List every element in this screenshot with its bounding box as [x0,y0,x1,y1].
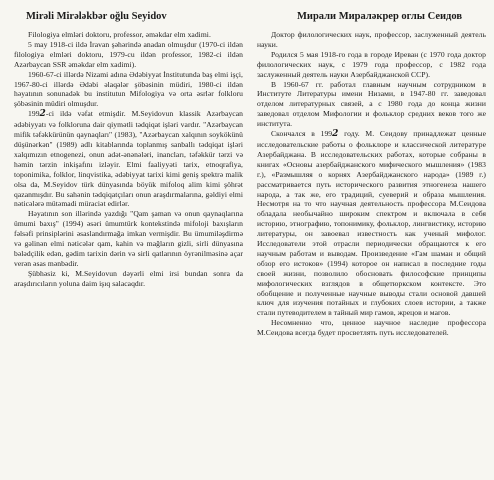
handwritten-year-digit: 2 [332,129,339,140]
handwritten-year-digit: 2 [39,109,46,120]
azerbaijani-paragraph: 5 may 1918-ci ildə İravan şəhərində anadan olmuşdur (1970-ci ildən filologiya elmləri doktoru, 1979-cu ildən professor, 1982-ci ildən Azərbaycan SSR əməkdar elm xadimi). [14,39,243,69]
russian-title: Мирали Мираләкрер оглы Сеидов [297,11,463,22]
azerbaijani-paragraph-death [14,109,243,209]
russian-column [253,6,486,480]
russian-paragraph-death [257,129,486,318]
death-year-prefix: 199 [28,109,40,119]
death-year-prefix: Скончался в 199 [271,129,333,139]
azerbaijani-paragraph: Şübhəsiz ki, M.Seyidovun dəyərli elmi irsi bundan sonra da araşdırıcıların yoluna daim işıq salacaqdır. [14,268,243,288]
azerbaijani-paragraph: 1960-67-ci illərdə Nizami adına Ədəbiyyat İnstitutunda baş elmi işçi, 1967-80-ci illərdə Ədəbi əlaqələr şöbəsinin müdiri, 1980-ci ildən həyatının sonunadək bu institutun Mifologiya və orta əsrlər folkloru şöbəsinin müdiri olmuşdur. [14,69,243,109]
russian-paragraph: В 1960-67 гг. работал главным научным сотрудником в Институте Литературы имени Низами, в 1947-80 гг. заведовал отделом литературных связей, а с 1980 года до конца жизни заведовал отделом Мифологии и фольклор средних веков того же института. [257,79,486,129]
azerbaijani-column [8,6,243,480]
russian-paragraph: Несомненно что, ценное научное наследие профессора М.Сеидова всегда будет просветлять путь исследователей. [257,318,486,338]
azerbaijani-title: Mirəli Mirələkbər oğlu Seyidov [26,11,167,22]
azerbaijani-paragraph: Filologiya elmləri doktoru, professor, əməkdar elm xadimi. [28,30,211,39]
death-paragraph-text: году. М. Сеидову принадлежат ценные исследовательские работы о фольклоре и классической литературе Азербайджана. В исследовательских работах, которые собраны в книгах «Основы азербайджанского мифического мышления» (1983 г.), «Размышляя о корнях Азербайджанского народа» (1989 г.) рассматривается путь исторического развития этногенеза нашего народа, а так же, его традиций, суеверий и образа мышления. Несмотря на то что научная деятельность профессора М.Сеидова обладала необычайно широким спектром и включала в себя историю, этнографию, топонимику, фольклор, лингвистику, историю литературы, он завоевал известность как ученый мифолог. Исследователи этой отрасли периодически обращаются к его научным работам и выводам. Произведение «Гам шаман и общий обзор его истоков» (1994) которое он написал в последние годы своей жизни, позволило обосновать философские принципы мифологических взглядов в общетюркском контексте. Это обобщение и полученные научные выводы стали основой давшей ключ для изучения потайных и глубоких слоев истории, а также стали путеводителем в тайный мир гамов, жрецов и магов. [257,129,486,318]
death-paragraph-text: -ci ildə vəfat etmişdir. M.Seyidovun klassik Azərbaycan ədəbiyyatı və folkloruna dair qiymətli tədqiqat işləri vardır. "Azərbaycan mifik təfəkkürünün qaynaqları" (1983), "Azərbaycan xalqının soykökünü düşünərkən" (1989) adlı kitablarında toplanmış sanballı tədqiqat işləri xalqımızın etnogenezi, onun adət-ənənələri, inancları, təfəkkür tərzi və həmin tərzin inkişafını izləyir. Elmi faaliyyəti tarix, etnoqrafiya, toponimika, folklor, linqvistika, ədəbiyyat tarixi kimi geniş spektrə malik olsa da, M.Seyidov türk dünyasında böyük mifoloq alim kimi şöhrət qazanmışdır. Bu sahənin tədqiqatçıları onun araşdırmalarına, gəldiyi elmi nəticələrə mütəmadi müraciət edirlər. [14,109,243,209]
azerbaijani-paragraph: Həyatının son illərində yazdığı "Qam şaman və onun qaynaqlarına ümumi baxış" (1994) əsəri ümumtürk kontekstində mifoloji baxışların fəlsəfi prinsiplərini əsaslandırmağa imkan vermişdir. Bu ümumiləşdirmə və gəlinən elmi nəticələr qam, kahin və mağların gizli, sirli dünyasına bələdçilik edən, gədim tarixin dərin və sirli qatlarının öyrənilməsinə açar verən əsas mənbədir. [14,209,243,268]
russian-paragraph: Доктор филологических наук, профессор, заслуженный деятель науки. [257,30,486,49]
russian-paragraph: Родился 5 мая 1918-го года в городе Иреван (с 1970 года доктор филологических наук, с 1979 года профессор, с 1982 года заслуженный деятель науки Азербайджанской ССР). [257,49,486,79]
